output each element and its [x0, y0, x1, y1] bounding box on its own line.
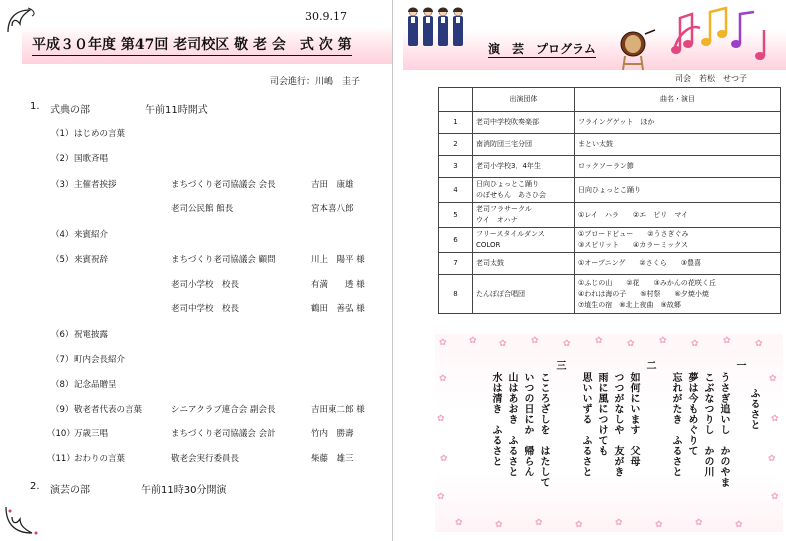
row-group: 老司フラサークル ウイ オハナ [473, 203, 575, 228]
performance-emcee: 司会 若松 せつ子 [675, 74, 747, 83]
item-number: （10） [47, 429, 75, 439]
item-label: おわりの言葉 [74, 454, 126, 464]
petal-icon: ✿ [439, 338, 447, 348]
petal-icon: ✿ [531, 336, 539, 346]
item-person: 宮本喜八郎 [311, 204, 354, 214]
petal-icon: ✿ [439, 374, 447, 384]
petal-icon: ✿ [437, 492, 445, 502]
section-performance-time: 午前11時30分開演 [141, 485, 227, 496]
item-number: （8） [51, 380, 74, 390]
verse-number: 一 [734, 360, 745, 371]
lyric-line: 忘れがたき ふるさと [670, 372, 681, 477]
song-title: ふるさと [748, 388, 759, 430]
table-row [439, 112, 781, 134]
item-person: 竹内 勝壽 [311, 429, 354, 439]
item-label: 来賓祝辞 [74, 255, 109, 265]
table-row [439, 178, 781, 203]
row-program: ①ブロードビュー ②うさぎぐみ ③スピリット ④カラーミックス [575, 228, 781, 253]
item-number: （5） [51, 255, 74, 265]
item-person: 吉田 康雄 [311, 180, 354, 190]
section-performance-label: 演芸の部 [50, 485, 90, 496]
item-person: 川上 陽平 様 [311, 255, 365, 265]
petal-icon: ✿ [455, 518, 463, 528]
item-label: 町内会長紹介 [74, 355, 126, 365]
corner-flourish-bottom-left [4, 505, 44, 537]
item-label: 来賓紹介 [74, 230, 109, 240]
item-label: 主催者挨拶 [74, 180, 117, 190]
emcee-name: 司会進行：川嶋 圭子 [270, 77, 361, 87]
table-header-row [439, 88, 781, 112]
item-person: 柴藤 雄三 [311, 454, 354, 464]
lyric-line: 水は清き ふるさと [490, 372, 501, 467]
petal-icon: ✿ [440, 454, 448, 464]
table-row [439, 156, 781, 178]
lyric-line: こころざしを はたして [538, 372, 549, 488]
performance-program-title: 演 芸 プログラム [488, 42, 596, 56]
verse-number: 二 [644, 360, 655, 371]
lyric-line: こぶなつりし かの川 [702, 372, 713, 477]
petal-icon: ✿ [755, 339, 763, 349]
item-org: 敬老会実行委員長 [171, 454, 240, 464]
row-group: 南消防団三宅分団 [473, 134, 575, 156]
table-header-number [439, 88, 473, 112]
petal-icon: ✿ [659, 336, 667, 346]
row-number: 2 [439, 134, 473, 156]
item-number: （11） [47, 454, 75, 464]
item-label: 敬老者代表の言葉 [74, 405, 143, 415]
right-page [393, 0, 786, 541]
song-lyrics-box [435, 334, 783, 532]
item-label: 万歳三唱 [74, 429, 109, 439]
item-number: （3） [51, 180, 74, 190]
row-program: まとい太鼓 [575, 134, 781, 156]
petal-icon: ✿ [771, 414, 779, 424]
table-row [439, 203, 781, 228]
table-header-program: 曲名・演目 [575, 88, 781, 112]
petal-icon: ✿ [469, 336, 477, 346]
row-program: ロックソーラン節 [575, 156, 781, 178]
row-program: ①ふじの山 ②花 ③みかんの花咲く丘 ④われは海の子 ⑤村祭 ⑥夕焼小焼 ⑦埴生の宿 ⑧北上夜曲 ⑨故郷 [575, 275, 781, 314]
row-group: 老司太鼓 [473, 253, 575, 275]
section-ceremony-time: 午前11時開式 [145, 105, 208, 116]
performance-table [438, 87, 781, 314]
petal-icon: ✿ [535, 518, 543, 528]
item-number: （6） [51, 330, 74, 340]
item-number: （4） [51, 230, 74, 240]
item-label: 祝電披露 [74, 330, 109, 340]
item-label: 国歌斉唱 [74, 154, 109, 164]
program-title: 平成３０年度 第47回 老司校区 敬 老 会 式 次 第 [32, 34, 352, 56]
row-program: ①レイ ハラ ②エ ピリ マイ [575, 203, 781, 228]
lyric-line: つつがなしや 友がき [612, 372, 623, 477]
petal-icon: ✿ [695, 518, 703, 528]
row-number: 4 [439, 178, 473, 203]
petal-icon: ✿ [627, 339, 635, 349]
row-number: 1 [439, 112, 473, 134]
petal-icon: ✿ [575, 520, 583, 530]
item-label: はじめの言葉 [74, 129, 126, 139]
music-notes-icon [668, 4, 778, 70]
petal-icon: ✿ [595, 336, 603, 346]
section-ceremony-number: 1. [30, 101, 40, 112]
row-number: 6 [439, 228, 473, 253]
petal-icon: ✿ [771, 492, 779, 502]
petal-icon: ✿ [655, 520, 663, 530]
table-row [439, 275, 781, 314]
item-org: 老司公民館 館長 [171, 204, 234, 214]
lyric-line: 夢は今もめぐりて [686, 372, 697, 456]
petal-icon: ✿ [495, 520, 503, 530]
row-number: 5 [439, 203, 473, 228]
lyric-line: 如何にいます 父母 [628, 372, 639, 467]
item-org: 老司小学校 校長 [171, 280, 240, 290]
item-org: まちづくり老司協議会 会長 [171, 180, 276, 190]
choir-singers-illustration [405, 4, 467, 48]
petal-icon: ✿ [768, 454, 776, 464]
item-number: （9） [51, 405, 74, 415]
event-date: 30.9.17 [305, 10, 347, 23]
item-number: （1） [51, 129, 74, 139]
table-row [439, 134, 781, 156]
taiko-drum-icon [619, 28, 659, 72]
verse-number: 三 [554, 360, 565, 371]
item-org: 老司中学校 校長 [171, 304, 240, 314]
item-org: シニアクラブ連合会 副会長 [171, 405, 276, 415]
item-org: まちづくり老司協議会 顧問 [171, 255, 276, 265]
row-group: 老司中学校吹奏楽部 [473, 112, 575, 134]
petal-icon: ✿ [563, 339, 571, 349]
petal-icon: ✿ [615, 518, 623, 528]
row-group: 老司小学校3．4年生 [473, 156, 575, 178]
row-number: 3 [439, 156, 473, 178]
petal-icon: ✿ [735, 520, 743, 530]
row-program: フライングゲット ほか [575, 112, 781, 134]
table-row [439, 253, 781, 275]
row-program: ①オープニング ②さくら ③豊喜 [575, 253, 781, 275]
table-header-group: 出演団体 [473, 88, 575, 112]
section-performance-number: 2. [30, 481, 40, 492]
item-org: まちづくり老司協議会 会計 [171, 429, 276, 439]
lyric-line: 雨に風につけても [596, 372, 607, 456]
section-ceremony-label: 式典の部 [50, 105, 90, 116]
row-number: 8 [439, 275, 473, 314]
petal-icon: ✿ [691, 339, 699, 349]
petal-icon: ✿ [437, 414, 445, 424]
item-person: 有満 透 様 [311, 280, 365, 290]
petal-icon: ✿ [723, 336, 731, 346]
petal-icon: ✿ [769, 374, 777, 384]
item-label: 記念品贈呈 [74, 380, 117, 390]
lyric-line: 思いいずる ふるさと [580, 372, 591, 477]
row-group: たんぽぽ合唱団 [473, 275, 575, 314]
item-number: （7） [51, 355, 74, 365]
lyric-line: いつの日にか 帰らん [522, 372, 533, 477]
row-group: フリースタイルダンス COLOR [473, 228, 575, 253]
petal-icon: ✿ [499, 339, 507, 349]
lyric-line: 山はあおき ふるさと [506, 372, 517, 477]
item-person: 吉田東二郎 様 [311, 405, 365, 415]
row-program: 日向ひょっとこ踊り [575, 178, 781, 203]
table-row [439, 228, 781, 253]
lyric-line: うさぎ追いし かのやま [718, 372, 729, 488]
row-number: 7 [439, 253, 473, 275]
row-group: 日向ひょっとこ踊り のぼせもん あさひ会 [473, 178, 575, 203]
item-person: 鶴田 善弘 様 [311, 304, 365, 314]
item-number: （2） [51, 154, 74, 164]
